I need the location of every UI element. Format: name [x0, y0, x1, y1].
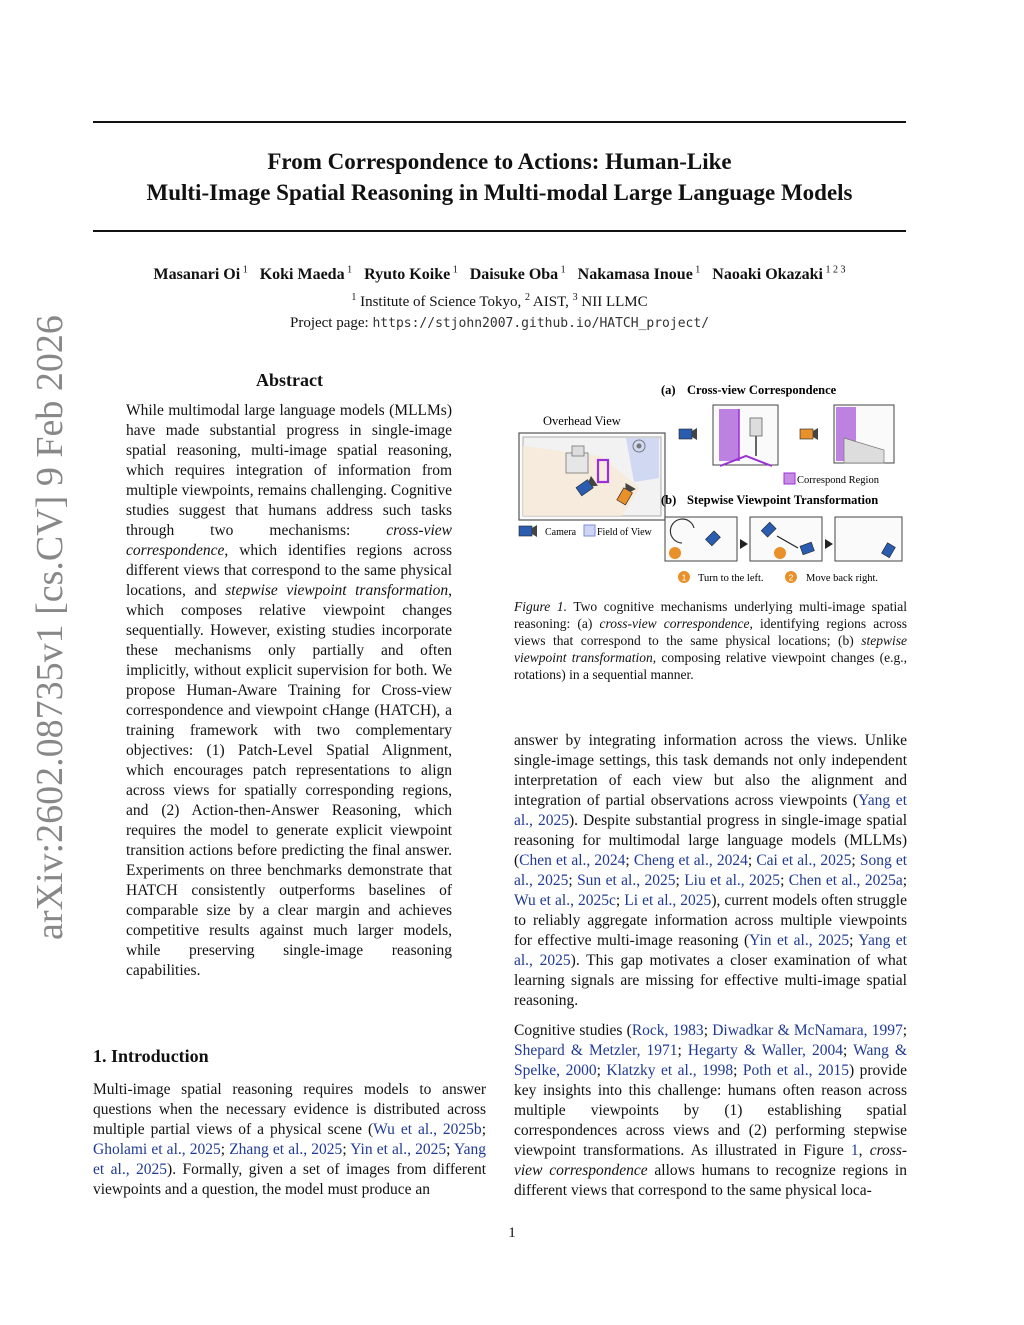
citation-link[interactable]: Cheng et al., 2024	[633, 852, 748, 869]
text-segment: ;	[625, 852, 634, 869]
fig-title-a: Cross-view Correspondence	[687, 383, 837, 397]
author	[260, 266, 352, 283]
text-segment: ;	[615, 892, 625, 909]
arxiv-stamp: arXiv:2602.08735v1 [cs.CV] 9 Feb 2026	[29, 315, 71, 940]
text-segment: ;	[703, 1022, 713, 1039]
text-segment: , identifying regions across views that correspond to the same physical locations; (b)	[514, 616, 907, 648]
title-line-1: From Correspondence to Actions: Human-Like	[267, 149, 732, 174]
citation-link[interactable]: Yin et al., 2025	[749, 932, 850, 949]
fig-title-b: Stepwise Viewpoint Transformation	[687, 493, 879, 507]
text-segment: ;	[677, 1042, 688, 1059]
citation-link[interactable]: Yang et al., 2025	[514, 932, 907, 969]
author	[364, 266, 458, 283]
author-list	[93, 265, 906, 284]
text-segment: While multimodal large language models (MLLMs) have made substantial progress in single-image spatial reasoning, multi-image spatial reasoning, which requires integration of information from multiple viewpoints, remains challenging. Cognitive studies suggest that humans address such tasks through two mechanisms:	[126, 402, 452, 539]
text-segment: ;	[851, 852, 860, 869]
text-segment: ;	[220, 1141, 230, 1158]
author-affiliation-mark: 1	[558, 265, 566, 276]
fig-label-a: (a)	[661, 383, 676, 397]
text-segment: ;	[342, 1141, 351, 1158]
legend-region-swatch	[784, 473, 795, 484]
text-segment: ,	[858, 1142, 870, 1159]
author-name: Ryuto Koike	[364, 266, 451, 284]
text-segment: ;	[675, 872, 685, 889]
text-segment: Multi-image spatial reasoning requires models to answer questions when the necessary evidence is distributed across multiple partial views of a physical scene (	[93, 1081, 486, 1138]
caption-label: Figure 1.	[514, 599, 567, 614]
figure-caption	[514, 598, 907, 683]
abstract-heading: Abstract	[256, 370, 323, 390]
text-segment: Cognitive studies (	[514, 1022, 632, 1039]
text-segment: ;	[849, 932, 859, 949]
step-badge-2	[774, 547, 786, 559]
project-page	[93, 315, 906, 332]
paper-title	[93, 146, 906, 208]
citation-link[interactable]: Wu et al., 2025c	[514, 892, 616, 909]
text-segment: ;	[568, 872, 578, 889]
correspond-region-view1	[719, 409, 739, 461]
affiliation-number: 3	[572, 292, 578, 303]
camera-icon-a1	[679, 428, 697, 440]
text-segment: , which identifies regions across different views that correspond to the same physical locations, and	[126, 542, 452, 599]
step-panel-2	[750, 517, 822, 561]
author	[712, 266, 845, 283]
affiliation-name: Institute of Science Tokyo,	[356, 294, 525, 310]
author-name: Koki Maeda	[259, 266, 345, 284]
text-segment: ;	[481, 1121, 486, 1138]
citation-link[interactable]: Chen et al., 2024	[519, 852, 626, 869]
citation-link[interactable]: Wang & Spelke, 2000	[514, 1042, 908, 1079]
top-rule	[93, 121, 906, 123]
text-segment: ). Formally, given a set of images from different viewpoints and a question, the model must produce an	[93, 1161, 487, 1198]
citation-link[interactable]: Yin et al., 2025	[350, 1141, 447, 1158]
legend-camera-icon	[519, 526, 532, 536]
affiliation-number: 2	[524, 292, 530, 303]
intro-heading: 1. Introduction	[93, 1046, 209, 1066]
text-segment: answer by integrating information across the views. Unlike single-image settings, this task demands not only independent interpretation of each view but also the alignment and integration of partial observations across viewpoints (	[514, 732, 907, 809]
legend-camera-label: Camera	[545, 527, 577, 538]
abstract-body	[126, 401, 452, 981]
step1-text: Turn to the left.	[698, 573, 764, 584]
author-name: Masanari Oi	[153, 266, 241, 284]
overhead-label: Overhead View	[543, 414, 621, 428]
step-panel-3	[835, 517, 902, 561]
author-name: Naoaki Okazaki	[712, 266, 823, 284]
citation-link[interactable]: Cai et al., 2025	[756, 852, 852, 869]
fig-label-b: (b)	[661, 493, 677, 507]
text-segment: ;	[902, 872, 908, 889]
citation-link[interactable]: Chen et al., 2025a	[788, 872, 903, 889]
step2-text: Move back right.	[806, 573, 879, 584]
citation-link[interactable]: 1	[850, 1142, 859, 1159]
citation-link[interactable]: Sun et al., 2025	[577, 872, 676, 889]
author	[470, 266, 566, 283]
citation-link[interactable]: Wu et al., 2025b	[373, 1121, 482, 1138]
affiliation-name: NII LLMC	[577, 294, 648, 310]
citation-link[interactable]: Li et al., 2025	[624, 892, 712, 909]
text-segment: ). This gap motivates a closer examination of what learning signals are missing for effective multi-image spatial reasoning.	[514, 952, 907, 1009]
citation-link[interactable]: Song et al., 2025	[514, 852, 908, 889]
text-segment: ;	[733, 1062, 743, 1079]
author-affiliation-mark: 1	[240, 265, 248, 276]
author-affiliation-mark: 1	[692, 265, 701, 276]
camera-icon-a2	[800, 428, 818, 440]
step-badge-1	[669, 547, 681, 559]
legend-region-label: Correspond Region	[797, 475, 879, 486]
citation-link[interactable]: Rock, 1983	[631, 1022, 704, 1039]
step-arrow-2	[825, 539, 833, 549]
text-segment: cross-view correspondence	[599, 616, 750, 631]
text-segment: stepwise viewpoint transformation	[225, 582, 449, 599]
legend-fov-label: Field of View	[597, 527, 652, 538]
bottom-rule	[93, 230, 906, 232]
figure-1	[514, 378, 907, 588]
page-number: 1	[508, 1225, 516, 1241]
legend-camera-lens	[532, 525, 537, 537]
text-segment: , which composes relative viewpoint changes sequentially. However, existing studies incorporate these mechanisms only partially and often implicitly, without explicit supervision for both. We propose Human-Aware Training for Cross-view correspondence and viewpoint cHange (HATCH), a training framework with two complementary objectives: (1) Patch-Level Spatial Alignment, which encourages patch representations to align across views for spatially corresponding regions, and (2) Action-then-Answer Reasoning, which requires the model to generate explicit viewpoint transition actions before predicting the final answer. Experiments on three benchmarks demonstrate that HATCH consistently outperforms baselines of comparable size by a clear margin and achieves competitive results against much larger models, while preserving single-image reasoning capabilities.	[126, 582, 452, 979]
project-label: Project page:	[289, 315, 369, 331]
author-affiliation-mark: 1 2 3	[822, 265, 846, 276]
right-paragraph-1	[514, 731, 907, 1011]
intro-continued	[514, 731, 907, 1201]
citation-link[interactable]: Gholami et al., 2025	[93, 1141, 221, 1158]
title-line-2: Multi-Image Spatial Reasoning in Multi-modal Large Language Models	[146, 180, 853, 205]
text-segment: ;	[596, 1062, 607, 1079]
affiliations	[93, 292, 906, 311]
text-segment: ), current models often struggle to reliably aggregate information across multiple viewpoints for effective multi-image reasoning (	[514, 892, 907, 949]
text-segment: , composing relative viewpoint changes (e.g., rotations) in a sequential manner.	[514, 650, 907, 682]
citation-link[interactable]: Liu et al., 2025	[684, 872, 781, 889]
legend-fov-swatch	[584, 525, 595, 536]
text-segment: ;	[446, 1141, 454, 1158]
lamp-pole	[755, 436, 757, 456]
citation-link[interactable]: Shepard & Metzler, 1971	[514, 1042, 678, 1059]
step2-num: 2	[788, 572, 794, 583]
citation-link[interactable]: Yang et al., 2025	[93, 1141, 486, 1178]
text-segment: ;	[747, 852, 757, 869]
author-affiliation-mark: 1	[344, 265, 353, 276]
affiliation-number: 1	[351, 292, 357, 303]
text-segment: Two cognitive mechanisms underlying multi-image spatial reasoning: (a)	[514, 599, 907, 631]
step1-num: 1	[681, 572, 687, 583]
author	[154, 266, 248, 283]
citation-link[interactable]: Hegarty & Waller, 2004	[687, 1042, 843, 1059]
project-link[interactable]: https://stjohn2007.github.io/HATCH_project/	[372, 316, 710, 331]
citation-link[interactable]: Klatzky et al., 1998	[606, 1062, 734, 1079]
text-segment: ). Despite substantial progress in single-image spatial reasoning for multimodal large language models (MLLMs) (	[514, 812, 908, 869]
text-segment: stepwise viewpoint transformation	[514, 633, 907, 665]
text-segment: allows humans to recognize regions in different views that correspond to the same physical loca-	[514, 1162, 907, 1199]
object-box-top	[572, 446, 584, 456]
lamp-in-view1	[750, 418, 762, 436]
step-arrow-1	[740, 539, 748, 549]
text-segment: ;	[843, 1042, 854, 1059]
author	[578, 266, 701, 283]
author-name: Nakamasa Inoue	[577, 266, 693, 284]
citation-link[interactable]: Zhang et al., 2025	[229, 1141, 343, 1158]
text-segment: ;	[902, 1022, 908, 1039]
abstract-section	[93, 370, 486, 981]
citation-link[interactable]: Poth et al., 2015	[742, 1062, 849, 1079]
text-segment: cross-view correspondence	[126, 522, 452, 559]
lamp-center	[637, 444, 642, 449]
text-segment: cross-view correspondence	[514, 1142, 908, 1179]
author-affiliation-mark: 1	[450, 265, 458, 276]
intro-body	[93, 1080, 486, 1200]
author-name: Daisuke Oba	[469, 266, 559, 284]
right-paragraph-2	[514, 1021, 907, 1201]
text-segment: ;	[780, 872, 789, 889]
citation-link[interactable]: Diwadkar & McNamara, 1997	[712, 1022, 903, 1039]
affiliation-name: AIST,	[529, 294, 573, 310]
text-segment: ) provide key insights into this challenge: humans often reason across multiple viewpoints by (1) establishing spatial correspondences across views and (2) performing stepwise viewpoint transformations. As illustrated in Figure	[514, 1062, 907, 1159]
citation-link[interactable]: Yang et al., 2025	[514, 792, 907, 829]
